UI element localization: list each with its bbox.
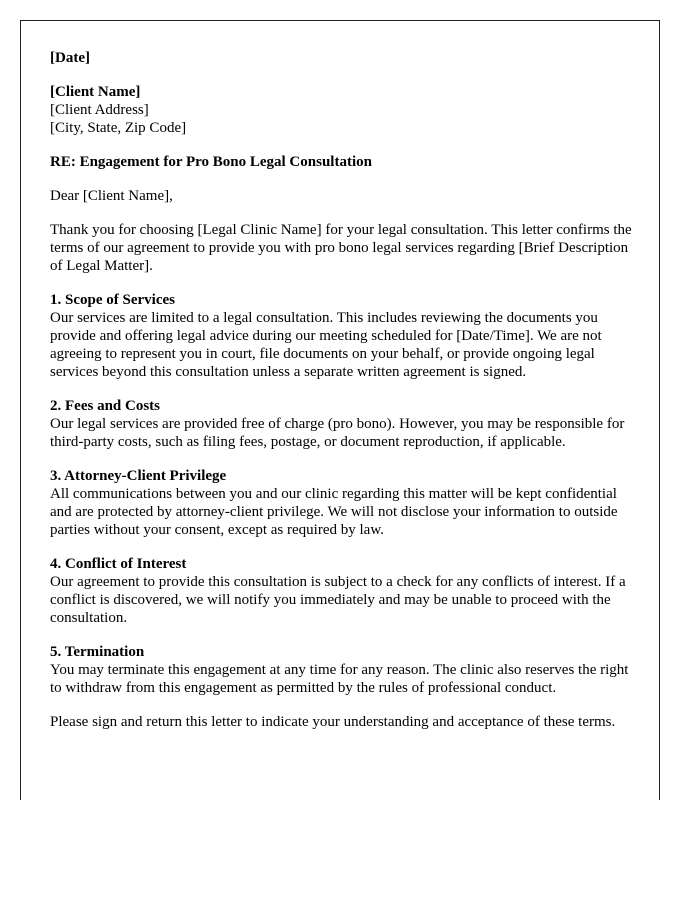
letter-date: [Date] (50, 50, 90, 66)
section-title: 5. Termination (50, 644, 145, 660)
client-city-state-zip: [City, State, Zip Code] (50, 120, 187, 136)
section-termination (50, 643, 640, 697)
intro-paragraph: Thank you for choosing [Legal Clinic Name] for your legal consultation. This letter confirms the terms of our agreement to provide you with pro bono legal services regarding [Brief Description of Legal Matter]. (50, 222, 632, 274)
section-body: All communications between you and our clinic regarding this matter will be kept confidential and are protected by attorney-client privilege. We will not disclose your information to outside parties without your consent, except as required by law. (50, 486, 618, 538)
section-conflict (50, 555, 640, 627)
section-title: 2. Fees and Costs (50, 398, 161, 414)
section-privilege (50, 467, 640, 539)
salutation-block (50, 187, 640, 205)
recipient-block (50, 83, 640, 137)
section-body: You may terminate this engagement at any time for any reason. The clinic also reserves the right to withdraw from this engagement as permitted by the rules of professional conduct. (50, 662, 629, 696)
section-fees (50, 397, 640, 451)
closing-block (50, 713, 640, 731)
date-block (50, 49, 640, 67)
section-body: Our agreement to provide this consultation is subject to a check for any conflicts of interest. If a conflict is discovered, we will notify you immediately and may be unable to proceed with the consultation. (50, 574, 626, 626)
section-title: 3. Attorney-Client Privilege (50, 468, 227, 484)
re-line: RE: Engagement for Pro Bono Legal Consultation (50, 154, 372, 170)
client-name: [Client Name] (50, 84, 141, 100)
section-body: Our legal services are provided free of charge (pro bono). However, you may be responsible for third-party costs, such as filing fees, postage, or document reproduction, if applicable. (50, 416, 625, 450)
letter-content (50, 49, 640, 747)
salutation: Dear [Client Name], (50, 188, 173, 204)
client-address: [Client Address] (50, 102, 149, 118)
intro-block (50, 221, 640, 275)
letter-page (20, 20, 660, 800)
closing-paragraph: Please sign and return this letter to indicate your understanding and acceptance of these terms. (50, 714, 616, 730)
section-title: 4. Conflict of Interest (50, 556, 187, 572)
re-block (50, 153, 640, 171)
section-scope (50, 291, 640, 381)
section-body: Our services are limited to a legal consultation. This includes reviewing the documents you provide and offering legal advice during our meeting scheduled for [Date/Time]. We are not agreeing to represent you in court, file documents on your behalf, or provide ongoing legal services beyond this consultation unless a separate written agreement is signed. (50, 310, 602, 380)
section-title: 1. Scope of Services (50, 292, 175, 308)
